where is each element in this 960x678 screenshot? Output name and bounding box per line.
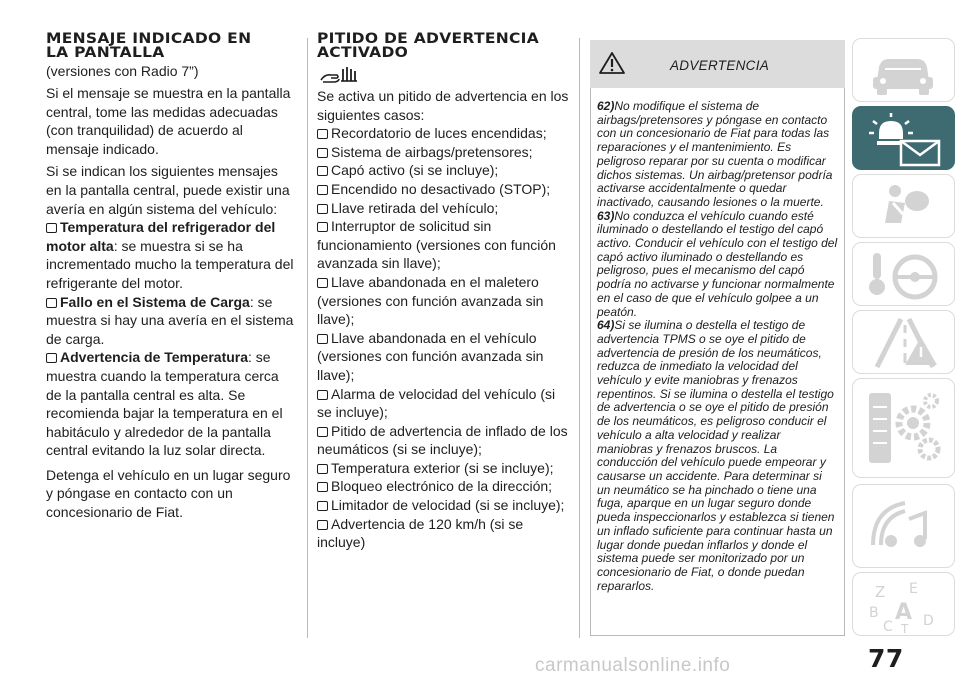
list-item: [317, 459, 572, 478]
item-bold: Fallo en el Sistema de Carga: [60, 293, 250, 310]
list-item: [317, 161, 572, 180]
beep-list: [317, 124, 572, 552]
item-text: Advertencia de 120 km/h (si se incluye): [317, 515, 524, 551]
bullet-square-icon: [317, 482, 328, 492]
tab-starting-driving[interactable]: [852, 242, 955, 306]
item-text: Alarma de velocidad del vehículo (si se incluye);: [317, 385, 556, 421]
item-bold: Advertencia de Temperatura: [60, 349, 249, 366]
warning-box-body: [590, 88, 845, 636]
note-number: 63): [597, 208, 615, 223]
note-text: No modifique el sistema de airbags/pretensores y póngase en contacto con un concesionario de Fiat para todas las reparaciones y el mantenimiento. Es peligroso reparar por su cuenta o modificar dichos sistemas. Un airbag/pretensor podría activarse accidentalmente o quedar inactivado, causando lesiones o la muerte.: [597, 99, 833, 209]
watermark: carmanualsonline.info: [535, 655, 731, 676]
note-text: Si se ilumina o destella el testigo de advertencia TPMS o se oye el pitido de advertencia de presión de los neumáticos, reduzca de inmediato la velocidad del vehículo y evite maniobras y frenazos repentinos. Si se ilumina o destella el testigo de advertencia o se oye el pitido de presión de los neumáticos, es peligroso conducir el vehículo a alta velocidad y realizar maniobras y frenazos bruscos. La conducción del vehículo puede empeorar y causarse un accidente. Para determinar si un neumático se ha pinchado o tiene una fuga, aparque en un lugar seguro donde pueda inspeccionarlos y establezca si tienen un inflado suficiente para continuar hasta un lugar donde puedan inflarlos y donde el sistema puede ser monitorizado por un concesionario de Fiat, o donde puedan repararlos.: [597, 318, 835, 593]
bullet-square-icon: [317, 148, 328, 158]
bullet-square-icon: [317, 427, 328, 437]
item-text: Pitido de advertencia de inflado de los neumáticos (si se incluye);: [317, 422, 568, 458]
item-text: : se muestra si se ha incrementado mucho la temperatura del refrigerante del motor.: [46, 237, 294, 291]
list-item: [317, 124, 572, 143]
svg-text:A: A: [895, 600, 913, 625]
tab-emergency[interactable]: [852, 310, 955, 374]
beep-hand-icon: [319, 66, 363, 84]
bullet-square-icon: [317, 464, 328, 474]
list-item: [317, 143, 572, 162]
tab-index[interactable]: [852, 572, 955, 636]
list-item: [317, 496, 572, 515]
item-text: Encendido no desactivado (STOP);: [331, 180, 551, 197]
list-item: [317, 329, 572, 385]
gears-icon: [865, 383, 945, 475]
list-item: [317, 199, 572, 218]
tab-car[interactable]: [852, 38, 955, 102]
list-item: [317, 217, 572, 273]
tab-maintenance[interactable]: [852, 378, 955, 478]
list-item: [317, 515, 572, 552]
list-item: [317, 273, 572, 329]
svg-text:E: E: [909, 581, 918, 597]
item-text: Limitador de velocidad (si se incluye);: [331, 497, 565, 514]
paragraph: Si el mensaje se muestra en la pantalla central, tome las medidas adecuadas (con tranquilidad) de acuerdo al mensaje indicado.: [46, 85, 291, 157]
column-divider: [307, 38, 308, 638]
tab-multimedia[interactable]: [852, 484, 955, 568]
car-icon: [865, 43, 945, 99]
tab-warning-lights[interactable]: [852, 106, 955, 170]
paragraph: Si se indican los siguientes mensajes en la pantalla central, puede existir una avería en algún sistema del vehículo:: [46, 163, 290, 217]
note-text: No conduzca el vehículo cuando esté iluminado o destellando el testigo del capó activo. Conducir el vehículo con el testigo del capó activo iluminado o destellando es peligroso, pues el mecanismo del capó podría no activarse y funcionar normalmente en el caso de que el vehículo golpee a un peatón.: [597, 208, 838, 319]
bullet-square-icon: [317, 129, 328, 139]
bullet-square-icon: [317, 520, 328, 530]
tab-safety[interactable]: [852, 174, 955, 238]
item-text: Llave abandonada en el maletero (versiones con función avanzada sin llave);: [317, 273, 544, 328]
column-divider: [579, 38, 580, 638]
bullet-square-icon: [317, 501, 328, 511]
note-number: 64): [597, 318, 615, 333]
svg-text:Z: Z: [875, 583, 886, 601]
warning-note: [597, 319, 838, 593]
media-icon: [865, 489, 945, 565]
list-item: [46, 218, 296, 292]
bullet-square-icon: [317, 278, 328, 288]
bullet-square-icon: [317, 334, 328, 344]
svg-text:B: B: [869, 605, 879, 621]
page-number: 77: [868, 644, 904, 673]
section-title-message: [46, 32, 296, 60]
bullet-square-icon: [317, 390, 328, 400]
list-item: [317, 477, 572, 496]
bullet-square-icon: [46, 223, 57, 233]
section-subtitle: (versiones con Radio 7”): [46, 63, 199, 79]
warning-box-header: [590, 40, 845, 88]
section-title-beep: [317, 32, 572, 60]
title-line: MENSAJE INDICADO EN: [46, 30, 252, 47]
item-text: Llave abandonada en el vehículo (versiones con función avanzada sin llave);: [317, 329, 544, 383]
item-text: Sistema de airbags/pretensores;: [331, 143, 533, 160]
alphabet-index-icon: [865, 577, 945, 633]
list-item: [317, 385, 572, 422]
paragraph: Detenga el vehículo en un lugar seguro y póngase en contacto con un concesionario de Fiat.: [46, 466, 291, 521]
title-line: LA PANTALLA: [46, 43, 165, 61]
item-text: : se muestra cuando la temperatura cerca de la pantalla central es alta. Se recomienda bajar la temperatura en el habitáculo y alrededor de la pantalla central evitando la luz solar directa.: [46, 349, 283, 459]
note-number: 62): [597, 99, 615, 113]
warning-note: [597, 210, 838, 320]
list-item: [317, 422, 572, 459]
road-hazard-icon: [865, 315, 945, 371]
list-item: [317, 180, 572, 199]
airbag-seat-icon: [865, 179, 945, 235]
key-steering-wheel-icon: [865, 247, 945, 303]
bullet-square-icon: [317, 166, 328, 176]
column-message-display: [46, 32, 296, 522]
item-text: Recordatorio de luces encendidas;: [331, 125, 547, 142]
warning-light-envelope-icon: [865, 111, 945, 167]
bullet-square-icon: [317, 185, 328, 195]
bullet-square-icon: [46, 298, 57, 308]
warning-note: [597, 100, 838, 210]
svg-text:D: D: [923, 613, 934, 629]
item-text: Interruptor de solicitud sin funcionamiento (versiones con función avanzada sin llave);: [317, 218, 556, 272]
item-text: Bloqueo electrónico de la dirección;: [331, 478, 553, 495]
item-text: Capó activo (si se incluye);: [331, 162, 499, 179]
column-warning-beep: [317, 32, 572, 552]
title-line: ACTIVADO: [317, 43, 409, 61]
warning-title: ADVERTENCIA: [670, 58, 770, 73]
item-bold: Temperatura del refrigerador del motor alta: [46, 219, 276, 254]
bullet-square-icon: [46, 353, 57, 363]
item-text: : se muestra si hay una avería en el sistema de carga.: [46, 293, 294, 347]
warning-triangle-icon: [598, 51, 626, 75]
list-item: [46, 348, 296, 460]
svg-text:C: C: [883, 619, 893, 633]
list-item: [46, 293, 296, 349]
title-line: PITIDO DE ADVERTENCIA: [317, 30, 540, 47]
bullet-square-icon: [317, 222, 328, 232]
svg-text:T: T: [901, 622, 909, 633]
bullet-square-icon: [317, 204, 328, 214]
paragraph: Se activa un pitido de advertencia en los siguientes casos:: [317, 88, 569, 123]
item-text: Temperatura exterior (si se incluye);: [331, 459, 554, 476]
item-text: Llave retirada del vehículo;: [331, 199, 499, 216]
